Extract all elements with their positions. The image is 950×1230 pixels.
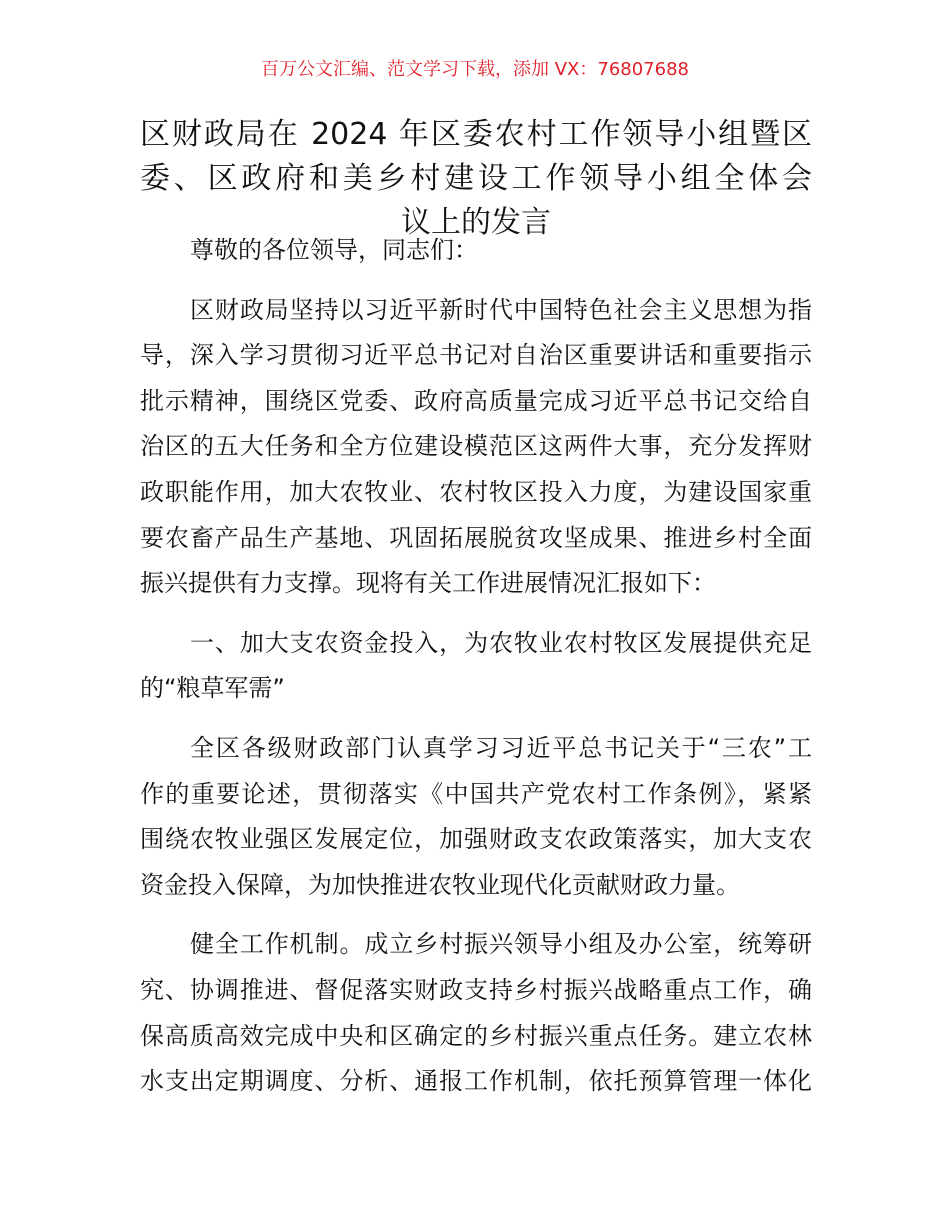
title-line: 区财政局在 2024 年区委农村工作领导小组暨区 [140,117,812,152]
title-line: 议上的发言 [401,205,551,240]
paragraph-line: 导，深入学习贯彻习近平总书记对自治区重要讲话和重要指示 [140,341,812,370]
paragraph [140,228,812,274]
paragraph [140,726,812,908]
paragraph-line: 围绕农牧业强区发展定位，加强财政支农政策落实，加大支农 [140,825,812,854]
watermark-header: 百万公文汇编、范文学习下载，添加 VX：76807688 [261,59,689,80]
paragraph-line: 保高质高效完成中央和区确定的乡村振兴重点任务。建立农林 [140,1021,812,1050]
paragraph-line: 政职能作用，加大农牧业、农村牧区投入力度，为建设国家重 [140,477,812,506]
paragraph-line: 尊敬的各位领导，同志们： [190,236,478,264]
paragraph-line: 振兴提供有力支撑。现将有关工作进展情况汇报如下： [140,569,716,598]
paragraph-line: 资金投入保障，为加快推进农牧业现代化贡献财政力量。 [140,870,740,899]
paragraph-line: 批示精神，围绕区党委、政府高质量完成习近平总书记交给自 [140,386,812,415]
paragraph-line: 作的重要论述，贯彻落实《中国共产党农村工作条例》，紧紧 [140,779,812,808]
paragraph [140,288,812,607]
paragraph-line: 一、加大支农资金投入，为农牧业农村牧区发展提供充足 [190,628,812,657]
document-title [140,113,812,245]
paragraph-line: 区财政局坚持以习近平新时代中国特色社会主义思想为指 [190,295,812,324]
paragraph [140,621,812,712]
paragraph-line: 治区的五大任务和全方位建设模范区这两件大事，充分发挥财 [140,432,812,461]
paragraph-line: 健全工作机制。成立乡村振兴领导小组及办公室，统筹研 [190,930,812,959]
paragraph [140,922,812,1104]
paragraph-line: 水支出定期调度、分析、通报工作机制，依托预算管理一体化 [140,1067,812,1096]
paragraph-line: 全区各级财政部门认真学习习近平总书记关于“三农”工 [190,733,812,762]
title-line: 委、区政府和美乡村建设工作领导小组全体会 [140,161,812,196]
document-body [140,228,812,1119]
paragraph-line: 的“粮草军需” [140,674,285,703]
paragraph-line: 究、协调推进、督促落实财政支持乡村振兴战略重点工作，确 [140,975,812,1004]
paragraph-line: 要农畜产品生产基地、巩固拓展脱贫攻坚成果、推进乡村全面 [140,523,812,552]
